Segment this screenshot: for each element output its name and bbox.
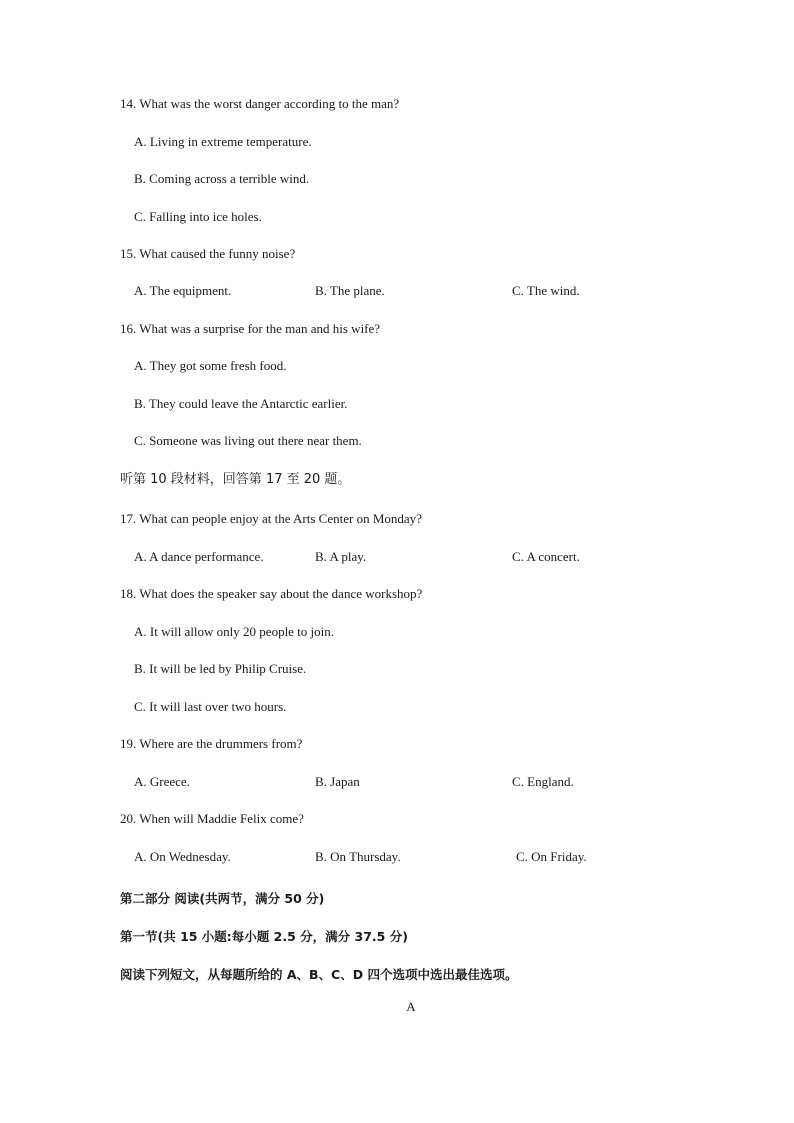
passage-label: A [406, 999, 416, 1014]
question-17-stem: 17. What can people enjoy at the Arts Center on Monday? [120, 511, 422, 526]
question-14-option-b: B. Coming across a terrible wind. [134, 171, 310, 186]
part-2-title: 第二部分 阅读(共两节，满分 50 分) [120, 891, 325, 906]
reading-instruction: 阅读下列短文，从每题所给的 A、B、C、D 四个选项中选出最佳选项。 [120, 967, 518, 982]
question-18-stem: 18. What does the speaker say about the dance workshop? [120, 586, 423, 601]
question-14-option-a: A. Living in extreme temperature. [134, 134, 312, 149]
section-10-instruction: 听第 10 段材料，回答第 17 至 20 题。 [120, 472, 351, 487]
question-16-option-b: B. They could leave the Antarctic earlier. [134, 396, 348, 411]
question-14-option-c: C. Falling into ice holes. [134, 209, 262, 224]
question-19-option-b: B. Japan [315, 774, 360, 789]
question-15-option-c: C. The wind. [512, 283, 580, 298]
question-14-stem: 14. What was the worst danger according to the man? [120, 96, 400, 111]
question-16-option-c: C. Someone was living out there near them. [134, 433, 362, 448]
part-2-section-1-title: 第一节(共 15 小题:每小题 2.5 分，满分 37.5 分) [120, 929, 408, 944]
question-18-option-c: C. It will last over two hours. [134, 699, 287, 714]
question-19-option-a: A. Greece. [134, 774, 190, 789]
question-15-option-b: B. The plane. [315, 283, 385, 298]
question-20-option-a: A. On Wednesday. [134, 849, 231, 864]
question-17-option-c: C. A concert. [512, 549, 580, 564]
question-20-stem: 20. When will Maddie Felix come? [120, 811, 304, 826]
question-19-stem: 19. Where are the drummers from? [120, 736, 303, 751]
question-20-option-c: C. On Friday. [516, 849, 587, 864]
question-20-option-b: B. On Thursday. [315, 849, 401, 864]
question-17-option-b: B. A play. [315, 549, 367, 564]
question-15-option-a: A. The equipment. [134, 283, 232, 298]
question-18-option-a: A. It will allow only 20 people to join. [134, 624, 335, 639]
question-16-option-a: A. They got some fresh food. [134, 358, 287, 373]
question-17-option-a: A. A dance performance. [134, 549, 264, 564]
question-18-option-b: B. It will be led by Philip Cruise. [134, 661, 307, 676]
question-19-option-c: C. England. [512, 774, 574, 789]
question-15-stem: 15. What caused the funny noise? [120, 246, 296, 261]
question-16-stem: 16. What was a surprise for the man and his wife? [120, 321, 381, 336]
